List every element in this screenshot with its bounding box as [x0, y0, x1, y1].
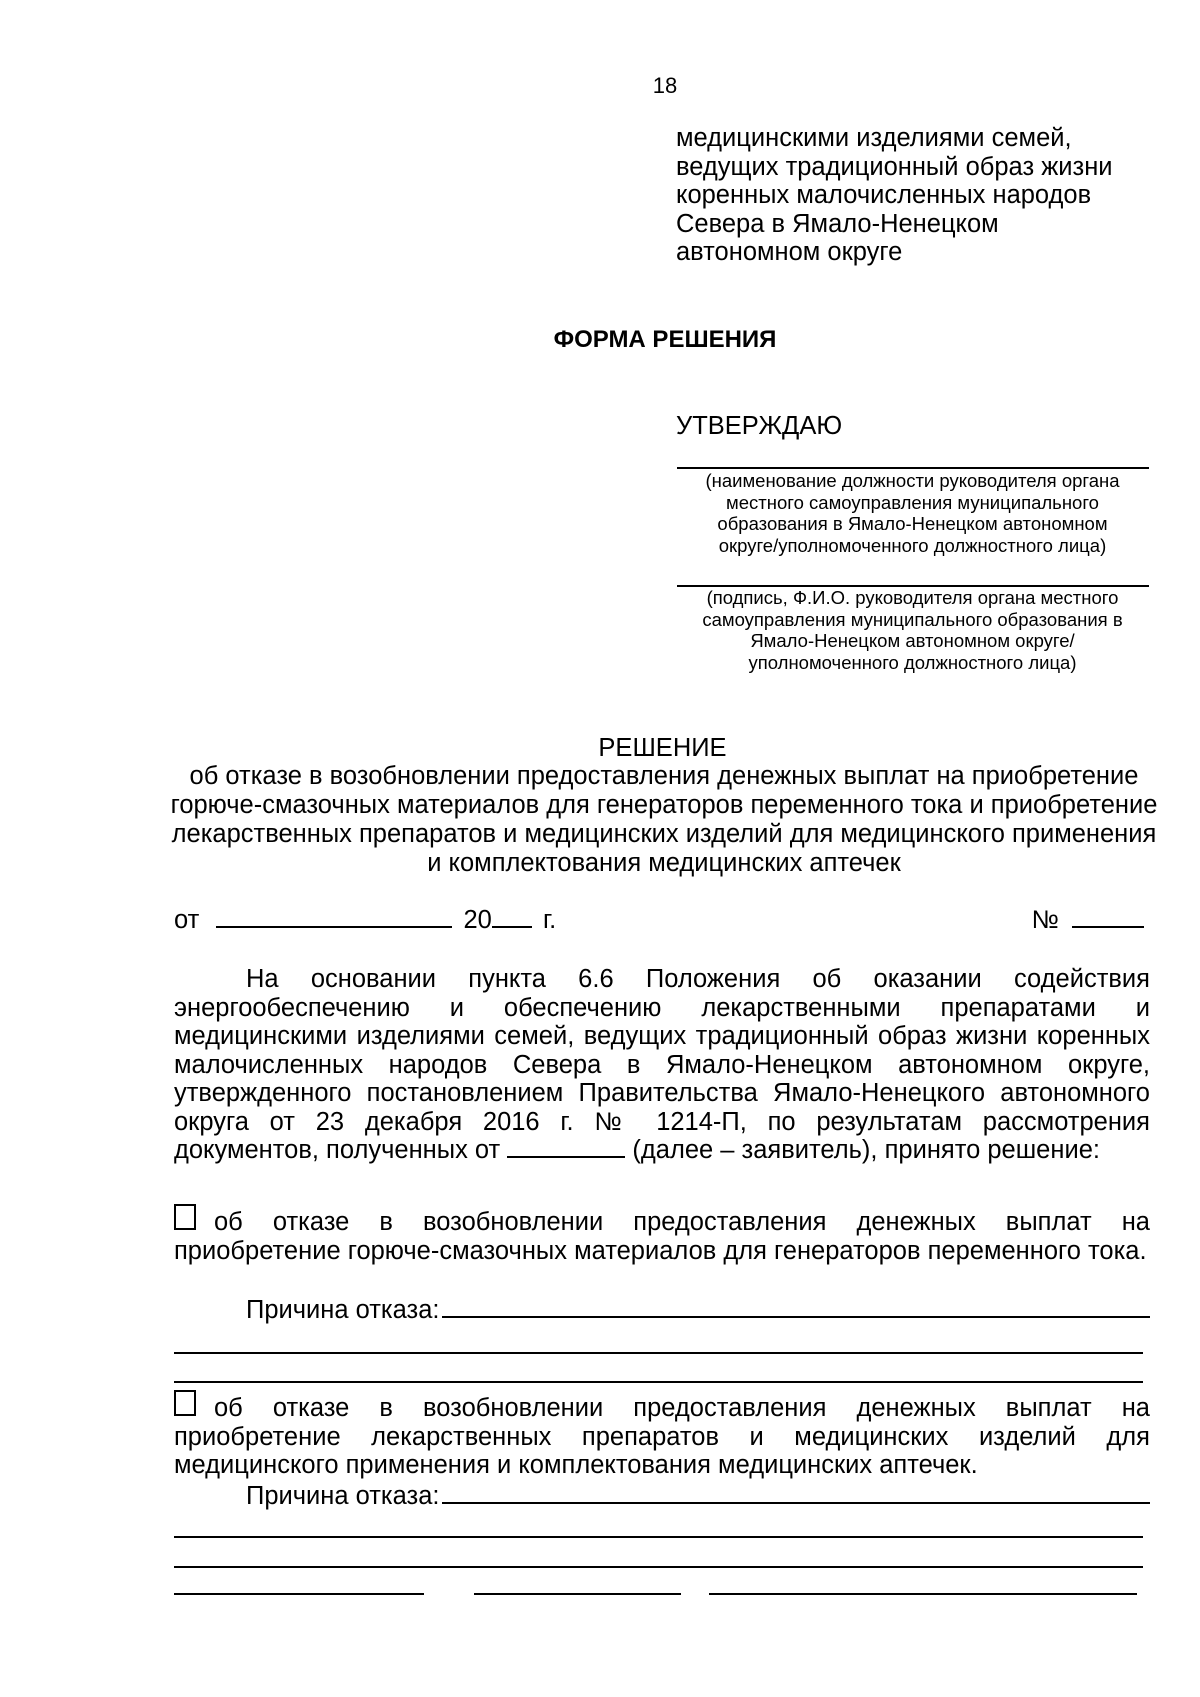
decision-number [1032, 904, 1144, 935]
signature-caption-line: самоуправления муниципального образования в [702, 608, 1123, 630]
basis-text: На основании пункта 6.6 Положения об оказании содействия энергообеспечению и обеспечению лекарственными препаратами и медицинскими изделиями семей, ведущих традиционный образ жизни коренных малочисленных народов Севера в Ямало-Ненецком автономном округе, утвержденного постановлением Правительства Ямало-Ненецкого автономного округа от 23 декабря 2016 г. № 1214-П, по результатам рассмотрения документов, полученных от [174, 965, 1150, 1164]
appendix-header-line: автономном округе [676, 238, 903, 266]
position-caption-line: округе/уполномоченного должностного лица) [718, 534, 1107, 556]
basis-paragraph [174, 965, 1150, 1165]
reason-line[interactable] [174, 1536, 1143, 1538]
position-caption-line: образования в Ямало-Ненецком автономном [717, 513, 1108, 534]
reason-label: Причина отказа: [246, 1482, 440, 1510]
position-caption-line: (наименование должности руководителя органа [705, 470, 1120, 491]
approval-label: УТВЕРЖДАЮ [676, 412, 843, 440]
decision-title: РЕШЕНИЕ [598, 734, 727, 762]
year-prefix: 20 [463, 906, 492, 934]
reason-field[interactable] [442, 1482, 1150, 1504]
signature-caption [674, 587, 1151, 673]
date-row [174, 904, 1144, 936]
signature-caption-line: уполномоченного должностного лица) [748, 651, 1077, 673]
applicant-field[interactable] [507, 1136, 625, 1158]
bottom-position-line[interactable] [174, 1593, 424, 1595]
appendix-header-line: коренных малочисленных народов [676, 181, 1092, 209]
reason-line[interactable] [174, 1352, 1143, 1354]
basis-text-end: (далее – заявитель), принято решение: [632, 1136, 1100, 1164]
appendix-header-line: медицинскими изделиями семей, [676, 124, 1072, 152]
reason-line[interactable] [174, 1381, 1143, 1383]
signature-caption-line: Ямало-Ненецком автономном округе/ [750, 630, 1075, 651]
option-heating-fuel-text: об отказе в возобновлении предоставления денежных выплат на приобретение горюче-смазочных материалов для генераторов переменного тока. [174, 1208, 1150, 1265]
number-field[interactable] [1072, 904, 1144, 928]
option-medicines-checkbox[interactable] [174, 1390, 196, 1416]
year-suffix: г. [542, 906, 557, 934]
position-caption-line: местного самоуправления муниципального [726, 491, 1099, 513]
option-heating-fuel-checkbox[interactable] [174, 1204, 196, 1230]
form-title: ФОРМА РЕШЕНИЯ [553, 326, 777, 353]
bottom-name-line[interactable] [709, 1593, 1137, 1595]
appendix-header [676, 124, 1196, 267]
option-medicines-text: об отказе в возобновлении предоставления денежных выплат на приобретение лекарственных препаратов и медицинских изделий для медицинского применения и комплектования медицинских аптечек. [174, 1394, 1150, 1479]
date-from-label: от [174, 906, 200, 934]
decision-subtitle: об отказе в возобновлении предоставления денежных выплат на приобретение горюче-смазочных материалов для генераторов переменного тока и приобретение лекарственных препаратов и медицинских изделий для медицинского применения и комплектования медицинских аптечек [170, 762, 1158, 877]
appendix-header-line: Севера в Ямало-Ненецком [676, 209, 999, 238]
option-heating-fuel [174, 1204, 1150, 1265]
reason-line[interactable] [174, 1566, 1143, 1568]
reason-label: Причина отказа: [246, 1296, 440, 1324]
year-field[interactable] [492, 904, 532, 928]
appendix-header-line: ведущих традиционный образ жизни [676, 152, 1113, 181]
signature-caption-line: (подпись, Ф.И.О. руководителя органа местного [706, 587, 1119, 608]
bottom-signature-line[interactable] [474, 1593, 681, 1595]
option-medicines [174, 1390, 1150, 1480]
reason-row-2 [246, 1482, 1150, 1511]
date-field[interactable] [216, 904, 452, 928]
position-field-line[interactable] [677, 467, 1149, 469]
reason-row-1 [246, 1296, 1150, 1325]
page-number: 18 [652, 73, 678, 98]
reason-field[interactable] [442, 1296, 1150, 1318]
number-label: № [1031, 906, 1059, 934]
position-caption [674, 470, 1151, 556]
